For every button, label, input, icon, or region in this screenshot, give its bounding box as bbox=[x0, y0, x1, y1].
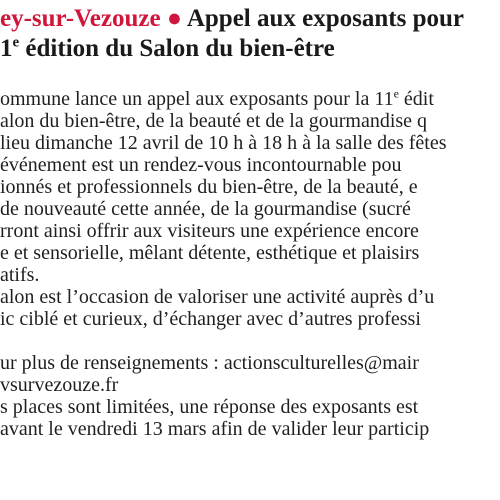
body-line: lieu dimanche 12 avril de 10 h à 18 h à la salle des fêtes bbox=[0, 132, 447, 154]
body-text: édit bbox=[398, 88, 434, 110]
edition-superscript: e bbox=[393, 86, 399, 101]
paragraph-gap bbox=[0, 330, 500, 352]
location-kicker: ey-sur-Vezouze bbox=[0, 5, 161, 32]
article-body bbox=[0, 88, 500, 440]
body-line: ionnés et professionnels du bien-être, de la beauté, e bbox=[0, 176, 418, 198]
body-line bbox=[0, 88, 500, 110]
article-headline bbox=[0, 4, 500, 64]
body-line: de nouveauté cette année, de la gourmandise (sucré bbox=[0, 198, 411, 220]
headline-title-part-1: Appel aux exposants pour bbox=[186, 5, 464, 32]
headline-edition-number: 1 bbox=[0, 35, 13, 62]
kicker-separator-bullet: ● bbox=[166, 5, 182, 32]
headline-title-part-2: édition du Salon du bien-être bbox=[19, 35, 335, 62]
headline-line-1 bbox=[0, 4, 500, 34]
body-line: ur plus de renseignements : actionsculturelles@mair bbox=[0, 352, 419, 374]
body-line: e et sensorielle, mêlant détente, esthétique et plaisirs bbox=[0, 242, 420, 264]
body-text: ommune lance un appel aux exposants pour la 11 bbox=[0, 88, 394, 110]
body-line: alon est l’occasion de valoriser une activité auprès d’u bbox=[0, 286, 435, 308]
headline-line-2 bbox=[0, 34, 500, 64]
body-line: alon du bien-être, de la beauté et de la gourmandise q bbox=[0, 110, 428, 132]
headline-edition-superscript: e bbox=[12, 34, 20, 51]
body-line: ic ciblé et curieux, d’échanger avec d’autres professi bbox=[0, 308, 421, 330]
body-line: rront ainsi offrir aux visiteurs une expérience encore bbox=[0, 220, 419, 242]
body-line: vsurvezouze.fr bbox=[0, 374, 119, 396]
body-line: atifs. bbox=[0, 264, 40, 286]
body-line: événement est un rendez-vous incontournable pou bbox=[0, 154, 402, 176]
body-line: s places sont limitées, une réponse des exposants est bbox=[0, 396, 419, 418]
body-line: avant le vendredi 13 mars afin de valider leur particip bbox=[0, 418, 430, 440]
